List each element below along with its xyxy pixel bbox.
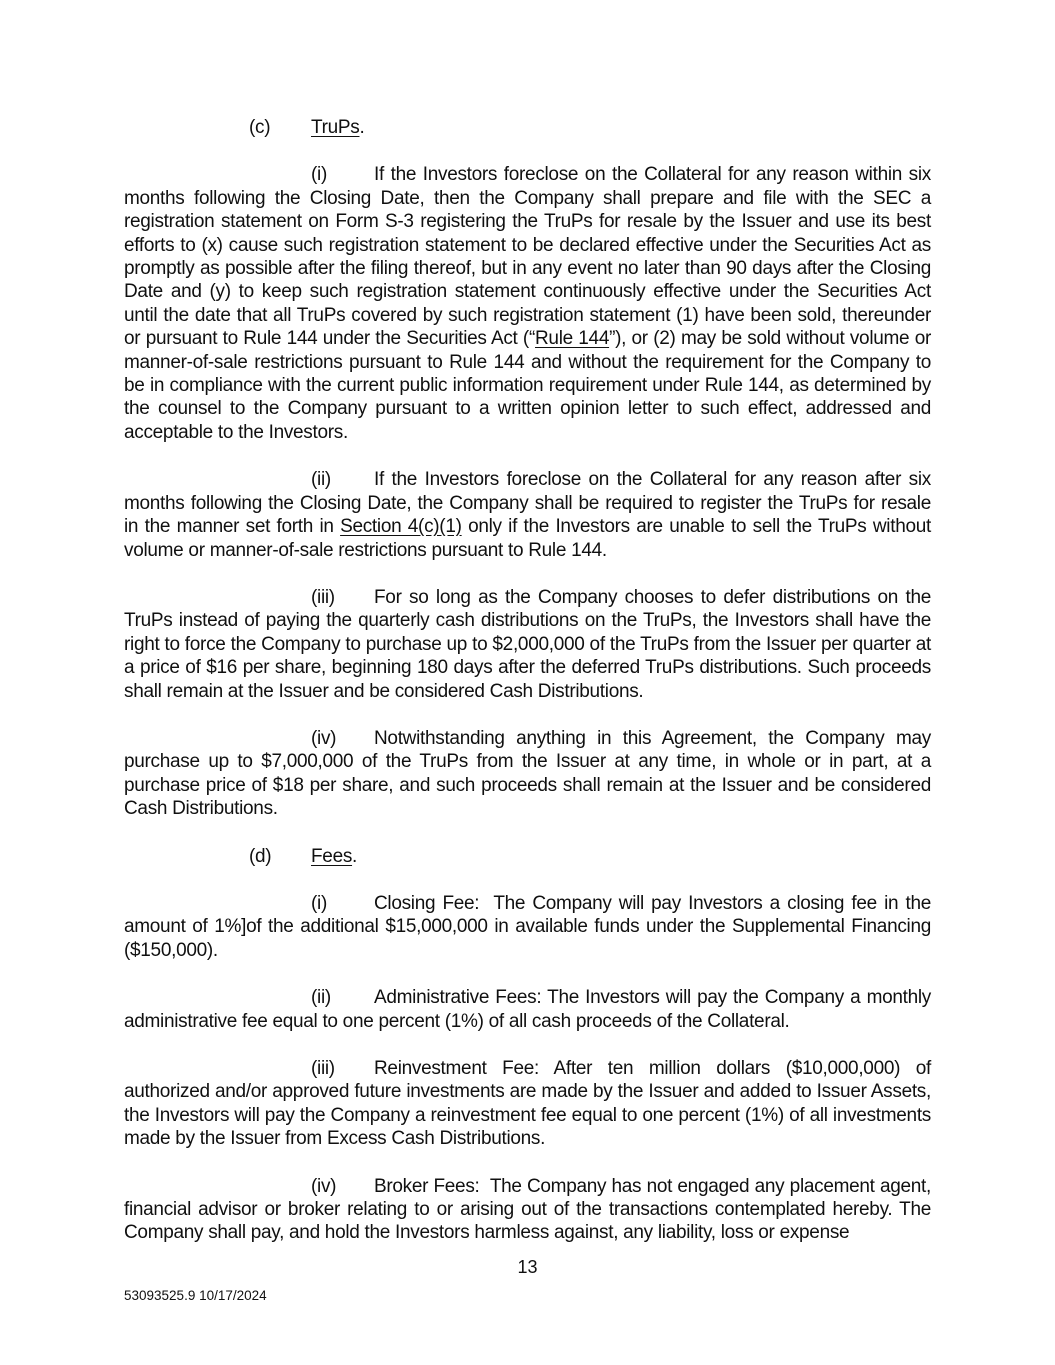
clause-letter: (c) [249, 117, 271, 138]
clause-text: Administrative Fees: The Investors will pay the Company a monthly administrative fee equal to one percent (1%) of all cash proceeds of the Collateral. [124, 987, 931, 1032]
clause-text: Broker Fees: The Company has not engaged any placement agent, financial advisor or broker relating to or arising out of the transactions contemplated hereby. The Company shall pay, and hold the Investors harmless against, any liability, loss or expense [124, 1175, 931, 1244]
heading-d-fees [124, 845, 931, 868]
clause-text: For so long as the Company chooses to defer distributions on the TruPs instead of paying the quarterly cash distributions on the TruPs, the Investors shall have the right to force the Company to purchase up to $2,000,000 of the TruPs from the Issuer per quarter at a price of $16 per share, beginning 180 days after the deferred TruPs distributions. Such proceeds shall remain at the Issuer and be considered Cash Distributions. [124, 586, 931, 702]
clause-d-iii [124, 1057, 931, 1151]
clause-number: (i) [311, 892, 327, 914]
clause-number: (ii) [311, 469, 331, 491]
clause-number: (ii) [311, 987, 331, 1009]
page-number: 13 [517, 1257, 538, 1277]
clause-text: If the Investors foreclose on the Collateral for any reason after six months following the Closing Date, the Company shall be required to register the TruPs for resale in the manner set forth in Section 4(c)(1) only if the Investors are unable to sell the TruPs without volume or manner-of-sale restrictions pursuant to Rule 144. [124, 469, 931, 561]
heading-c-trups [124, 116, 931, 139]
clause-text: If the Investors foreclose on the Collateral for any reason within six months following the Closing Date, then the Company shall prepare and file with the SEC a registration statement on Form S-3 registering the TruPs for resale by the Issuer and use its best efforts to (x) cause such registration statement to be declared effective under the Securities Act as promptly as possible after the filing thereof, but in any event no later than 90 days after the Closing Date and (y) to keep such registration statement continuously effective under the Securities Act until the date that all TruPs covered by such registration statement (1) have been sold, thereunder or pursuant to Rule 144 under the Securities Act (“Rule 144”), or (2) may be sold without volume or manner-of-sale restrictions pursuant to Rule 144 and without the requirement for the Company to be in compliance with the current public information requirement under Rule 144, as determined by the counsel to the Company pursuant to a written opinion letter to such effect, addressed and acceptable to the Investors. [124, 164, 932, 443]
clause-number: (i) [311, 164, 327, 186]
clause-d-ii [124, 986, 931, 1033]
clause-c-iv [124, 727, 931, 821]
clause-number: (iii) [311, 1058, 335, 1079]
clause-c-ii [124, 468, 931, 562]
document-id-footer: 53093525.9 10/17/2024 [124, 1288, 267, 1303]
heading-text: TruPs. [311, 117, 365, 138]
clause-text: Reinvestment Fee: After ten million dollars ($10,000,000) of authorized and/or approved future investments are made by the Issuer and added to Issuer Assets, the Investors will pay the Company a reinvestment fee equal to one percent (1%) of all investments made by the Issuer from Excess Cash Distributions. [124, 1058, 931, 1150]
clause-text: Closing Fee: The Company will pay Investors a closing fee in the amount of 1%]of the additional $15,000,000 in available funds under the Supplemental Financing ($150,000). [124, 892, 931, 961]
clause-letter: (d) [249, 845, 272, 867]
clause-d-iv [124, 1175, 931, 1245]
clause-d-i [124, 892, 931, 962]
clause-number: (iv) [311, 1175, 337, 1197]
clause-text: Notwithstanding anything in this Agreement, the Company may purchase up to $7,000,000 of the TruPs from the Issuer at any time, in whole or in part, at a purchase price of $18 per share, and such proceeds shall remain at the Issuer and be considered Cash Distributions. [124, 727, 931, 820]
clause-number: (iii) [311, 586, 335, 608]
clause-c-i [124, 163, 931, 444]
heading-text: Fees. [311, 845, 358, 867]
document-body [124, 116, 931, 1269]
clause-c-iii [124, 586, 931, 703]
clause-number: (iv) [311, 727, 337, 749]
